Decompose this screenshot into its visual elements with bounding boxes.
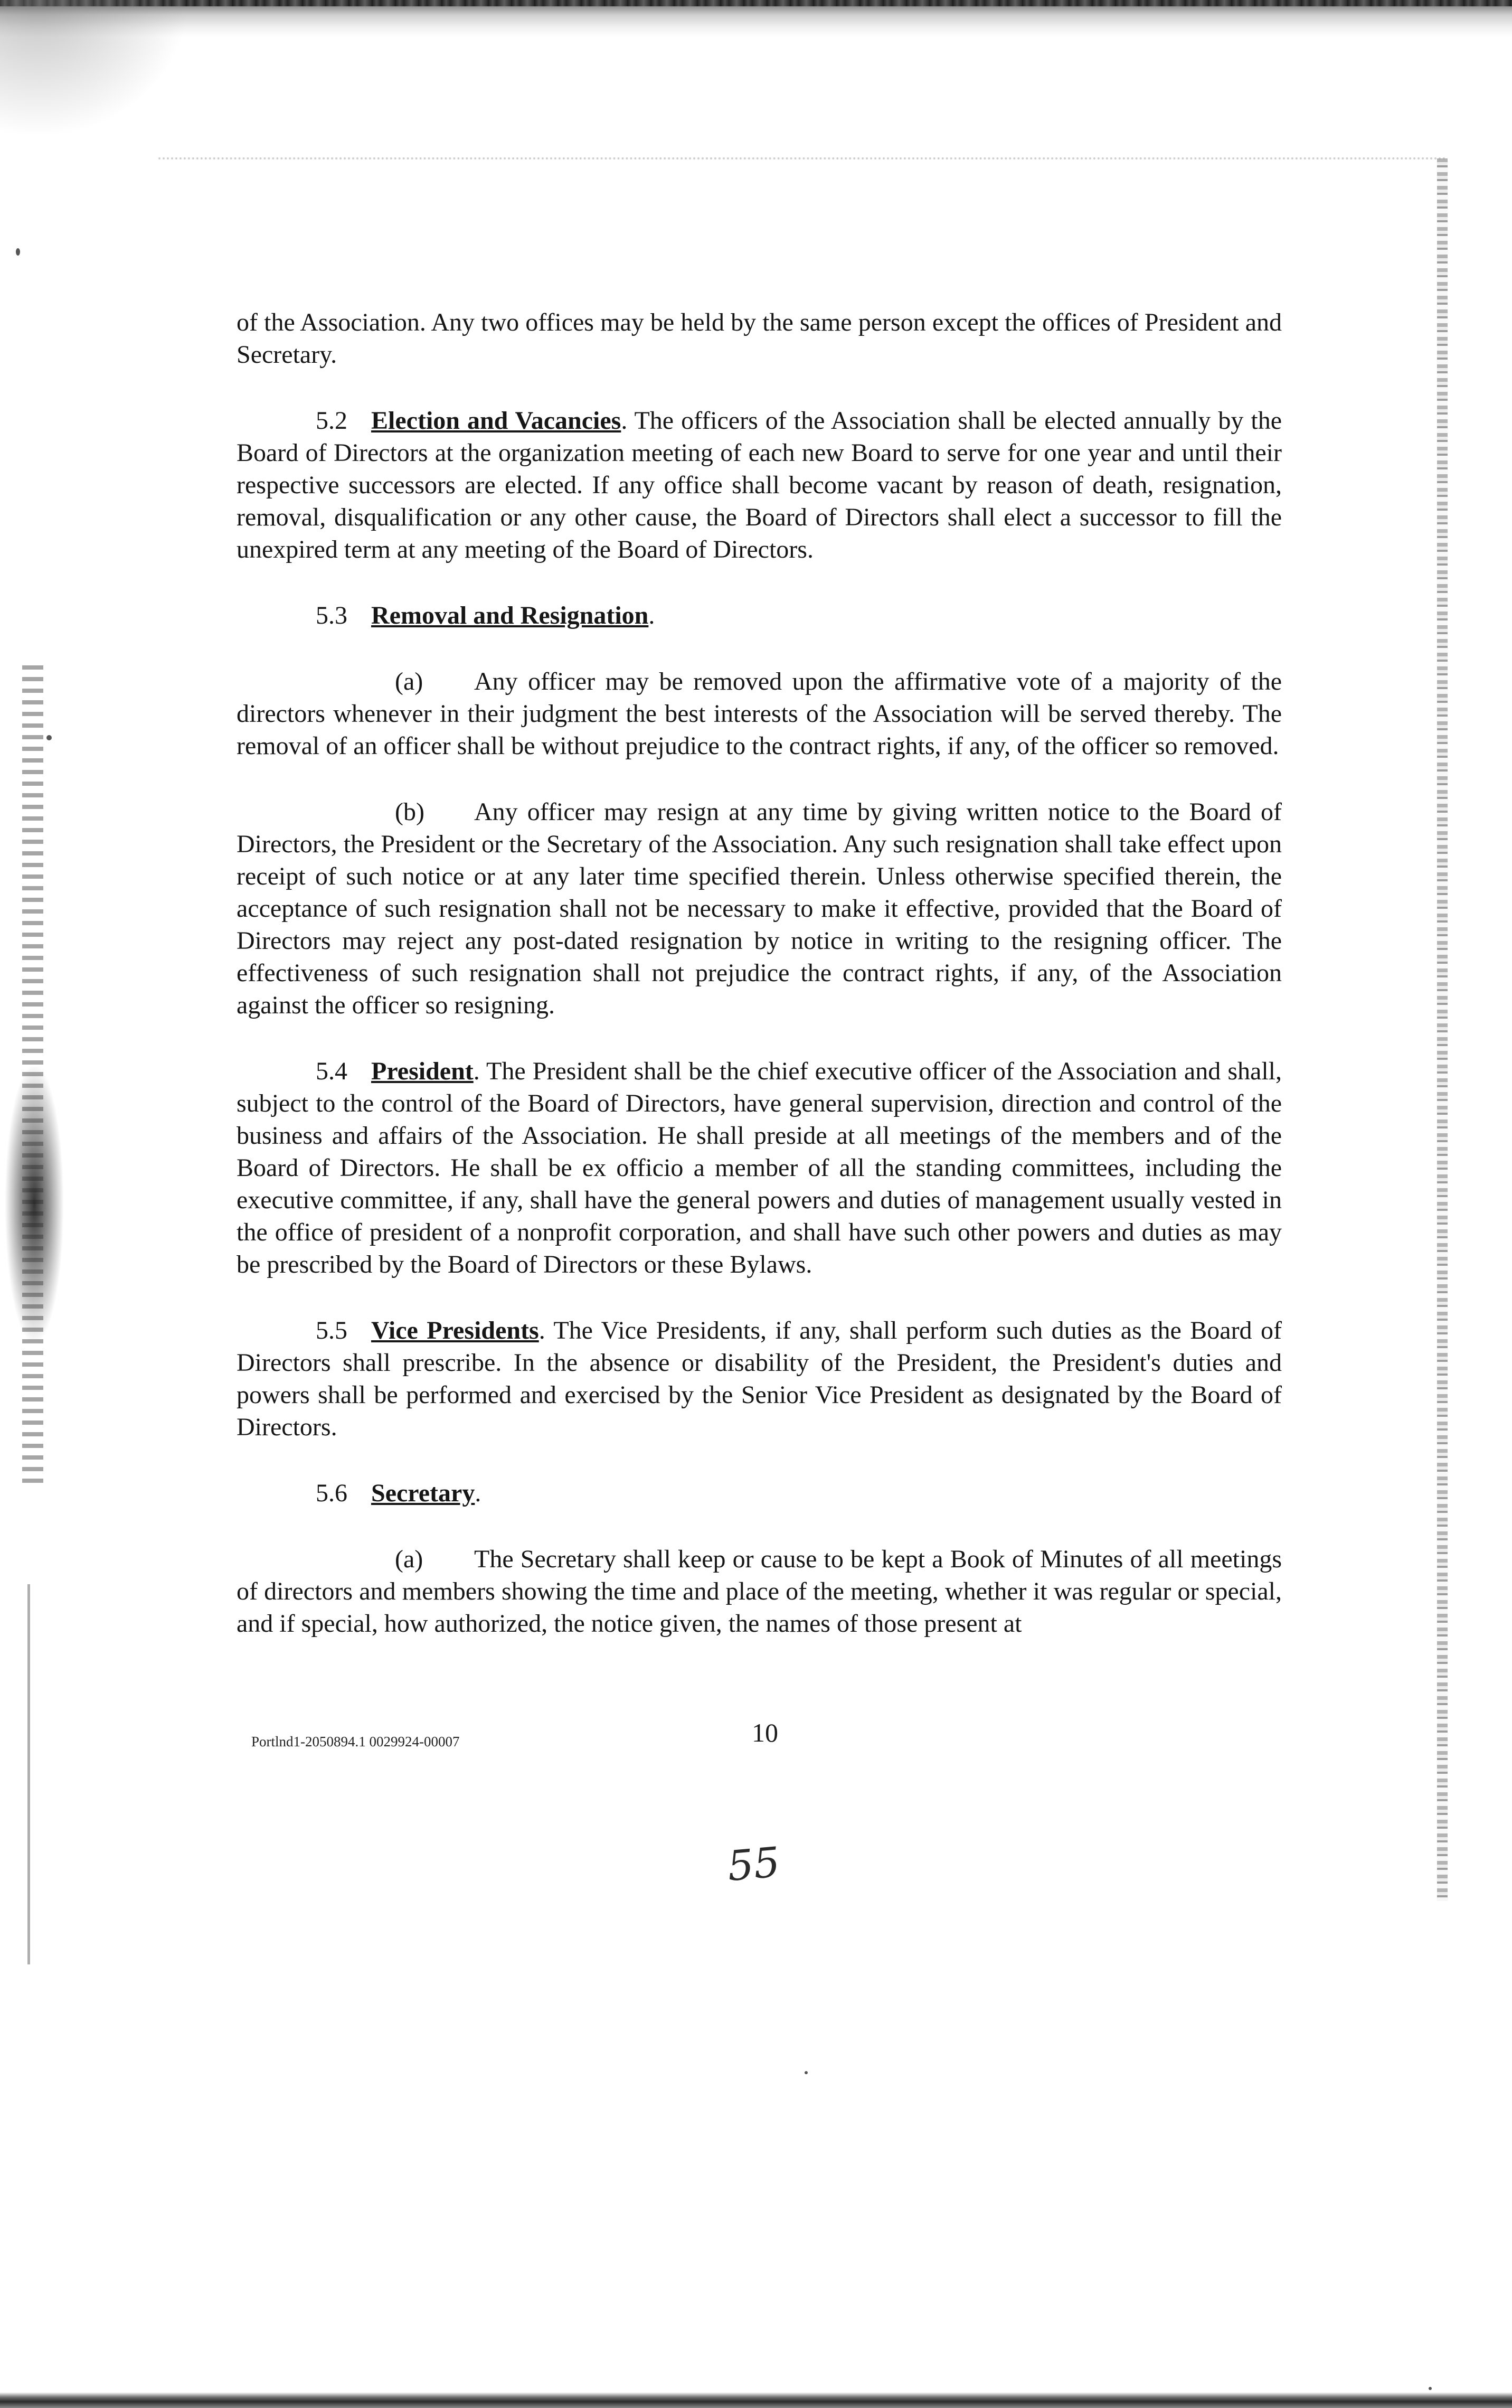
section-5-3-b	[237, 796, 1282, 1021]
section-5-6	[237, 1477, 1282, 1509]
paragraph-intro	[237, 306, 1282, 371]
section-number: 5.5	[316, 1316, 347, 1344]
section-heading: Removal and Resignation	[371, 601, 649, 629]
subsection-text: Any officer may be removed upon the affirmative vote of a majority of the directors whenever in their judgment the best interests of the Association will be served thereby. The removal of an officer shall be without prejudice to the contract rights, if any, of the officer so removed.	[237, 667, 1282, 760]
section-number: 5.3	[316, 601, 347, 629]
section-number: 5.4	[316, 1057, 347, 1085]
subsection-label: (b)	[395, 798, 424, 826]
scan-bottom-edge	[0, 2392, 1512, 2408]
scan-left-rule	[27, 1584, 30, 1964]
scan-speck	[1429, 2387, 1432, 2390]
subsection-label: (a)	[395, 667, 423, 695]
section-heading: Vice Presidents	[371, 1316, 539, 1344]
section-number: 5.6	[316, 1479, 347, 1507]
section-text: . The Vice Presidents, if any, shall perform such duties as the Board of Directors shall prescribe. In the absence or disability of the President, the President's duties and powers shall be performed and exercised by the Senior Vice President as designated by the Board of Directors.	[237, 1316, 1282, 1441]
section-5-4	[237, 1055, 1282, 1281]
scan-left-blot	[5, 1067, 63, 1341]
scan-speck	[46, 735, 52, 740]
section-number: 5.2	[316, 407, 347, 435]
heading-punctuation: .	[475, 1479, 481, 1507]
document-reference: Portlnd1-2050894.1 0029924-00007	[251, 1734, 460, 1749]
section-text: . The officers of the Association shall be elected annually by the Board of Directors at the organization meeting of each new Board to serve for one year and until their respective successors are elected. If any office shall become vacant by reason of death, resignation, removal, disqualification or any other cause, the Board of Directors shall elect a successor to fill the unexpired term at any meeting of the Board of Directors.	[237, 407, 1282, 563]
section-5-3-a	[237, 665, 1282, 762]
section-5-2	[237, 405, 1282, 566]
scan-speck	[805, 2071, 808, 2074]
handwritten-page-mark: 55	[725, 1838, 782, 1891]
section-heading: Election and Vacancies	[371, 407, 621, 435]
scan-top-edge	[0, 0, 1512, 6]
document-body	[237, 306, 1282, 1673]
section-5-6-a	[237, 1543, 1282, 1640]
scan-speck	[16, 248, 20, 256]
intro-text: of the Association. Any two offices may be held by the same person except the offices of President and Secretary.	[237, 308, 1282, 369]
scan-right-edge	[1437, 158, 1448, 1901]
subsection-text: The Secretary shall keep or cause to be kept a Book of Minutes of all meetings of directors and members showing the time and place of the meeting, whether it was regular or special, and if special, how authorized, the notice given, the names of those present at	[237, 1545, 1282, 1638]
scan-dotted-line	[158, 157, 1447, 159]
section-heading: Secretary	[371, 1479, 475, 1507]
heading-punctuation: .	[648, 601, 655, 629]
section-5-5	[237, 1314, 1282, 1443]
subsection-label: (a)	[395, 1545, 423, 1573]
subsection-text: Any officer may resign at any time by giving written notice to the Board of Directors, the President or the Secretary of the Association. Any such resignation shall take effect upon receipt of such notice or at any later time specified therein. Unless otherwise specified therein, the acceptance of such resignation shall not be necessary to make it effective, provided that the Board of Directors may reject any post-dated resignation by notice in writing to the resigning officer. The effectiveness of such resignation shall not prejudice the contract rights, if any, of the Association against the officer so resigning.	[237, 798, 1282, 1019]
scan-smudge	[0, 0, 190, 137]
section-text: . The President shall be the chief executive officer of the Association and shall, subject to the control of the Board of Directors, have general supervision, direction and control of the business and affairs of the Association. He shall preside at all meetings of the members and of the Board of Directors. He shall be ex officio a member of all the standing committees, including the executive committee, if any, shall have the general powers and duties of management usually vested in the office of president of a nonprofit corporation, and shall have such other powers and duties as may be prescribed by the Board of Directors or these Bylaws.	[237, 1057, 1282, 1278]
section-5-3	[237, 599, 1282, 632]
page-number: 10	[752, 1718, 778, 1747]
section-heading: President	[371, 1057, 474, 1085]
